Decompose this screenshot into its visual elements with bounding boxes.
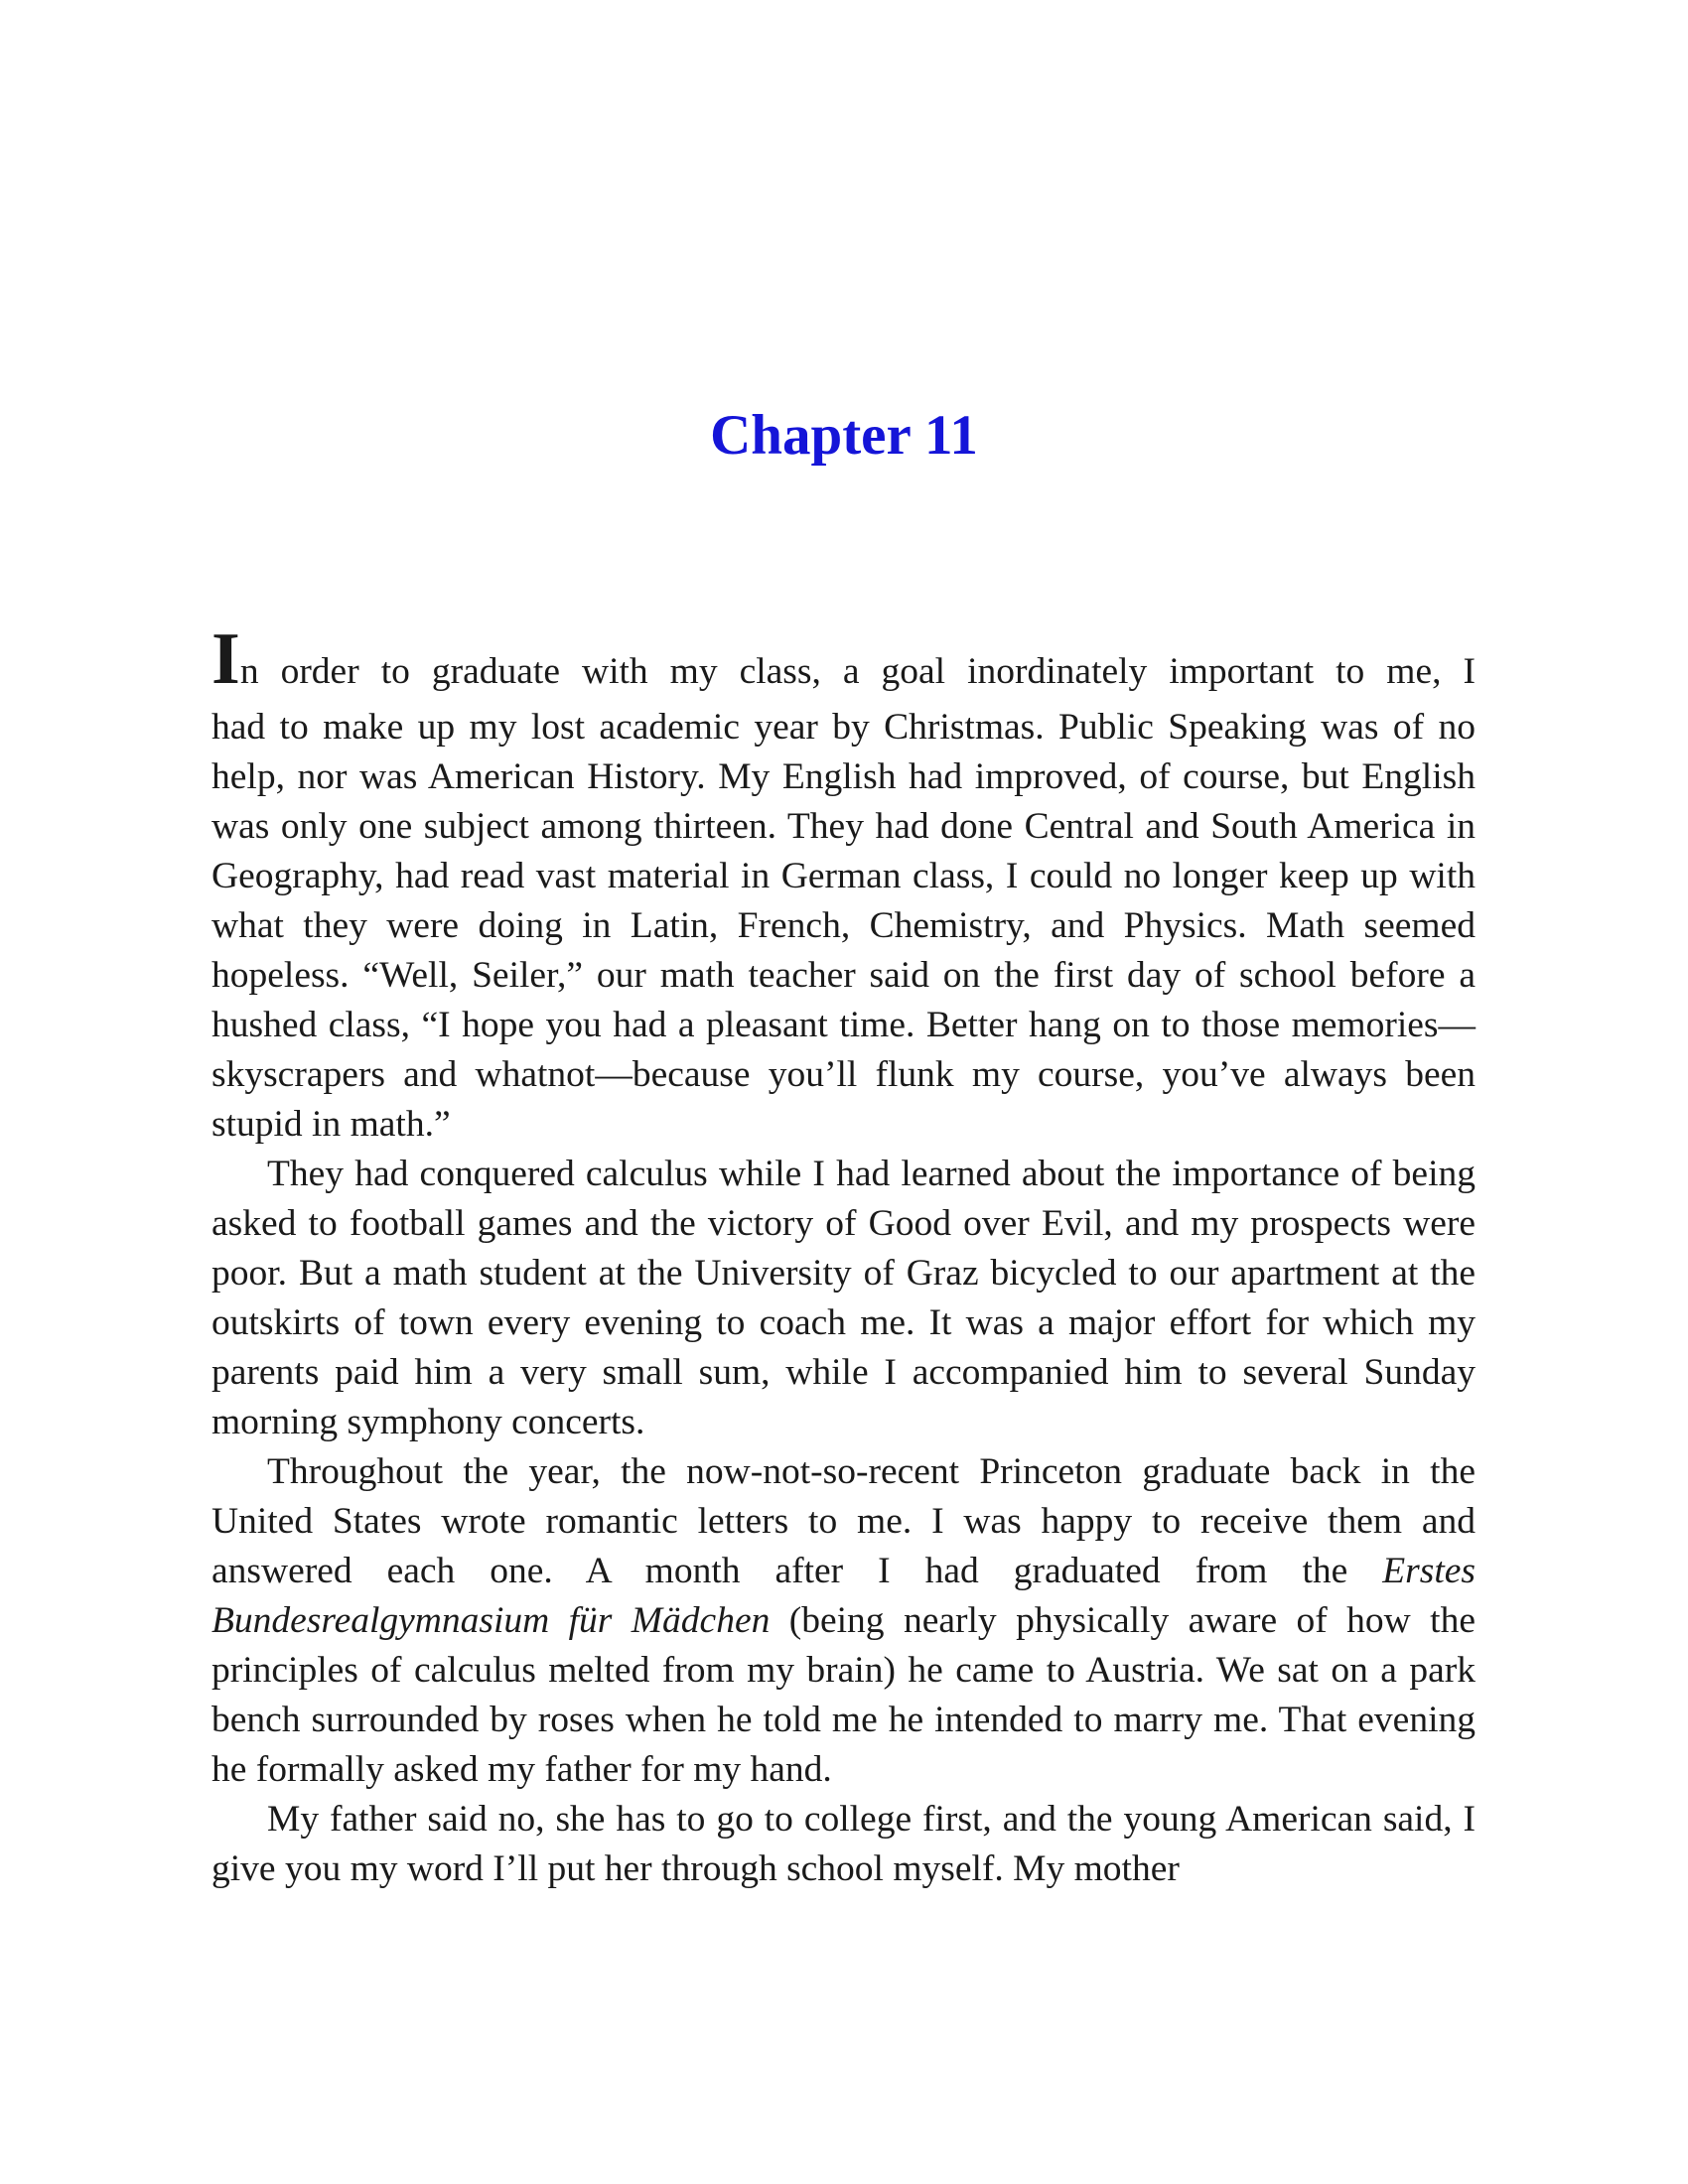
paragraph-2: They had conquered calculus while I had learned about the importance of being asked to football games and the victory of Good over Evil, and my prospects were poor. But a math student at the University of Graz bicycled to our apartment at the outskirts of town every evening to coach me. It was a major effort for which my parents paid him a very small sum, while I accompanied him to several Sunday morning symphony concerts. xyxy=(211,1154,1476,1442)
drop-cap: I xyxy=(211,618,240,700)
chapter-title: Chapter 11 xyxy=(710,404,978,467)
school-name-italic: Erstes Bundesrealgymnasium für Mädchen xyxy=(211,1551,1476,1641)
paragraph-1 xyxy=(211,618,1476,1150)
paragraph-3 xyxy=(211,1447,1476,1795)
paragraph-1-text: had to make up my lost academic year by Christmas. Public Speaking was of no help, nor was American History. My English had improved, of course, but English was only one subject among thirteen. They had done Central and South America in Geography, had read vast material in German class, I could no longer keep up with what they were doing in Latin, French, Chemistry, and Physics. Math seemed hopeless. “Well, Seiler,” our math teacher said on the first day of school before a hushed class, “I hope you had a pleasant time. Better hang on to those memories—skyscrapers and whatnot—because you’ll flunk my course, you’ve always been stupid in math.” xyxy=(211,707,1476,1145)
paragraph-4: My father said no, she has to go to college first, and the young American said, I give you my word I’ll put her through school myself. My mother xyxy=(211,1799,1476,1889)
paragraph-1-first-line-text: n order to graduate with my class, a goal inordinately important to me, I xyxy=(239,651,1476,692)
paragraph-1-first-line xyxy=(211,618,1476,703)
paragraph-3-text-a: Throughout the year, the now-not-so-recent Princeton graduate back in the United States wrote romantic letters to me. I was happy to receive them and answered each one. A month after I had graduated from the xyxy=(211,1451,1476,1591)
paragraph-3-text-b: (being nearly physically aware of how the principles of calculus melted from my brain) he came to Austria. We sat on a park bench surrounded by roses when he told me he intended to marry me. That evening he formally asked my father for my hand. xyxy=(211,1600,1476,1790)
chapter-body xyxy=(211,618,1476,1894)
